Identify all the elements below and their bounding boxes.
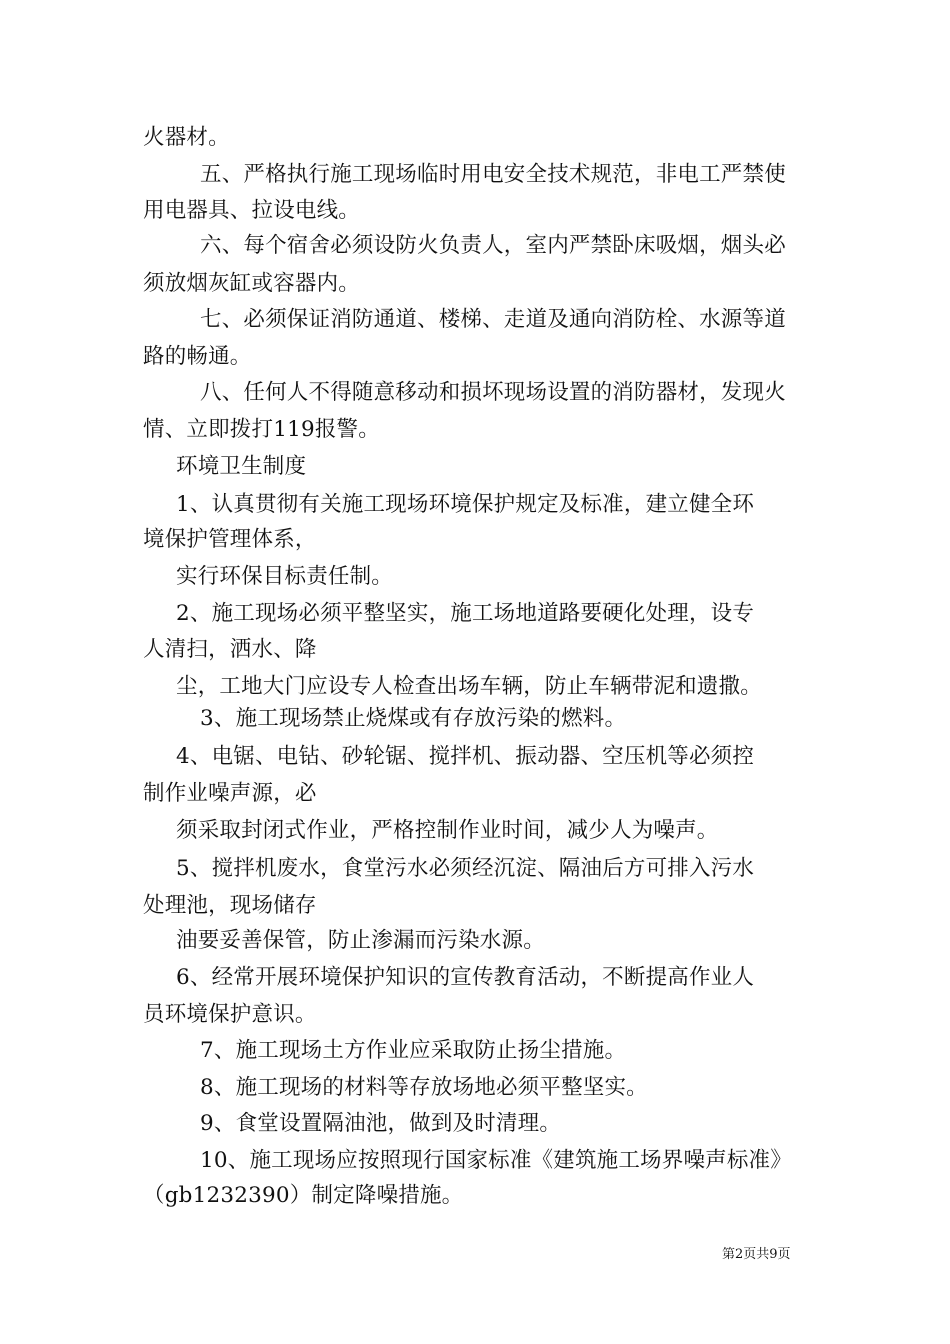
text-line: 4、电锯、电钻、砂轮锯、搅拌机、振动器、空压机等必须控 [176,744,755,769]
text-line: 五、严格执行施工现场临时用电安全技术规范，非电工严禁使 [200,162,786,187]
text-line: 七、必须保证消防通道、楼梯、走道及通向消防栓、水源等道 [200,307,786,332]
section-heading: 环境卫生制度 [176,454,307,479]
text-line: 人清扫，洒水、降 [143,637,317,662]
text-line: 情、立即拨打119报警。 [143,417,380,442]
text-line: 用电器具、拉设电线。 [143,198,361,223]
text-line: 5、搅拌机废水，食堂污水必须经沉淀、隔油后方可排入污水 [176,856,755,881]
text-line: 境保护管理体系， [143,527,317,552]
text-line: 油要妥善保管，防止渗漏而污染水源。 [176,928,545,953]
text-line: 须放烟灰缸或容器内。 [143,271,361,296]
text-line: 实行环保目标责任制。 [176,564,394,589]
text-line: 须采取封闭式作业，严格控制作业时间，减少人为噪声。 [176,818,719,843]
text-line: 1、认真贯彻有关施工现场环境保护规定及标准，建立健全环 [176,492,755,517]
text-line: 员环境保护意识。 [143,1002,317,1027]
text-line: 6、经常开展环境保护知识的宣传教育活动，不断提高作业人 [176,965,755,990]
text-line: 制作业噪声源，必 [143,781,317,806]
text-line: 7、施工现场土方作业应采取防止扬尘措施。 [200,1038,627,1063]
text-line: 路的畅通。 [143,344,252,369]
text-line: 9、食堂设置隔油池，做到及时清理。 [200,1111,562,1136]
text-line: 尘，工地大门应设专人检查出场车辆，防止车辆带泥和遗撒。 [176,674,762,699]
text-line: 3、施工现场禁止烧煤或有存放污染的燃料。 [200,706,627,731]
text-line: 2、施工现场必须平整坚实，施工场地道路要硬化处理，设专 [176,601,755,626]
text-line: 六、每个宿舍必须设防火负责人，室内严禁卧床吸烟，烟头必 [200,233,786,258]
text-line: 8、施工现场的材料等存放场地必须平整坚实。 [200,1075,648,1100]
text-line: （gb1232390）制定降噪措施。 [143,1183,464,1208]
text-line: 火器材。 [143,125,230,150]
text-line: 八、任何人不得随意移动和损坏现场设置的消防器材，发现火 [200,380,786,405]
text-line: 处理池，现场储存 [143,893,317,918]
page-number: 第2页共9页 [722,1247,791,1262]
text-line: 10、施工现场应按照现行国家标准《建筑施工场界噪声标准》 [200,1148,792,1173]
